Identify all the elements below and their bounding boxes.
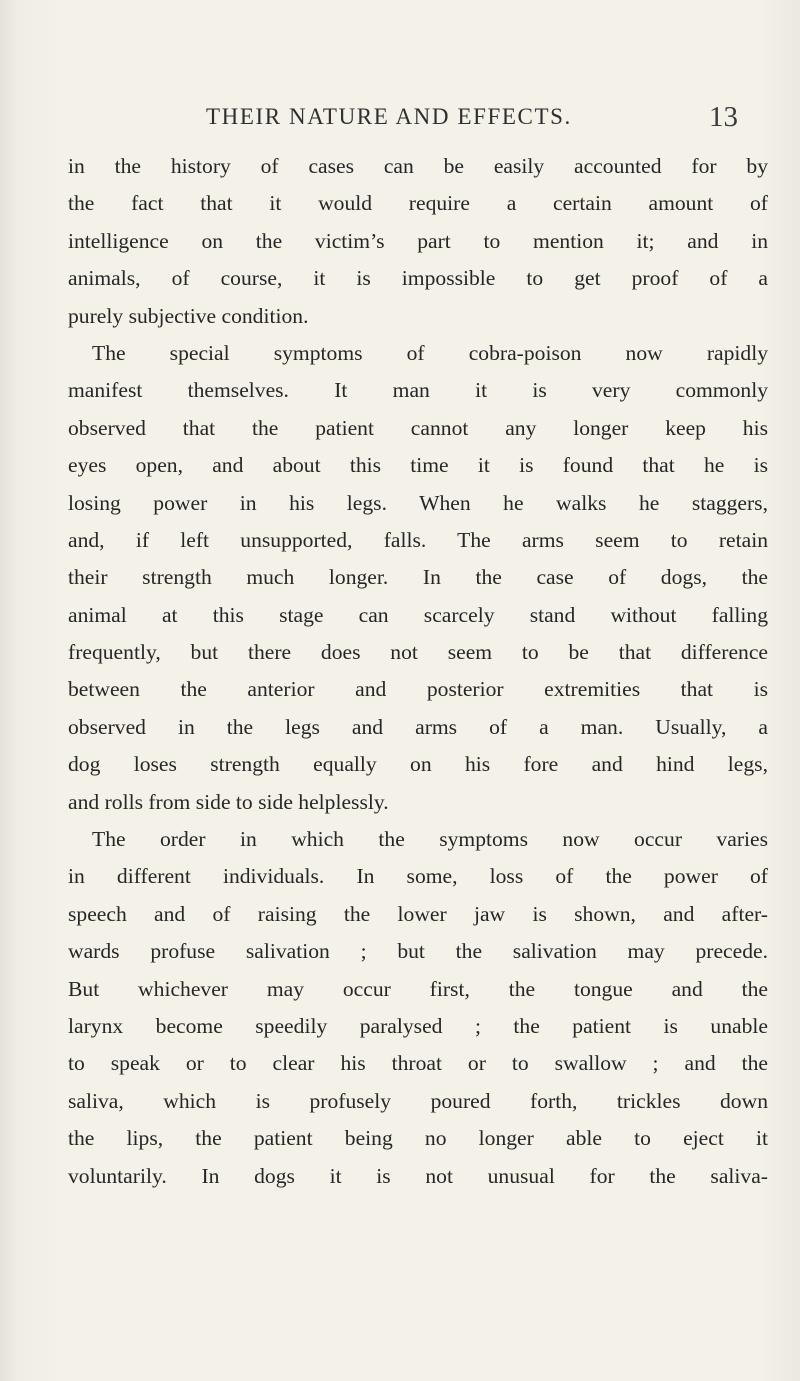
text-line: The special symptoms of cobra-poison now rapidly xyxy=(92,340,768,365)
text-line: intelligence on the victim’s part to mention it; and in xyxy=(68,228,768,253)
text-line: larynx become speedily paralysed ; the patient is unable xyxy=(68,1013,768,1038)
text-line: voluntarily. In dogs it is not unusual for the saliva- xyxy=(68,1163,768,1188)
text-line: wards profuse salivation ; but the salivation may precede. xyxy=(68,939,768,964)
text-line: observed in the legs and arms of a man. Usually, a xyxy=(68,714,768,739)
text-line: and, if left unsupported, falls. The arms seem to retain xyxy=(68,527,768,552)
text-line: purely subjective condition. xyxy=(68,303,309,328)
text-line: eyes open, and about this time it is found that he is xyxy=(68,453,768,478)
text-line: The order in which the symptoms now occur varies xyxy=(92,827,768,852)
text-line: in different individuals. In some, loss of the power of xyxy=(68,864,768,889)
text-line: animals, of course, it is impossible to get proof of a xyxy=(68,266,768,291)
running-head xyxy=(206,101,738,144)
running-title: THEIR NATURE AND EFFECTS. xyxy=(206,104,572,129)
text-line: their strength much longer. In the case of dogs, the xyxy=(68,565,768,590)
text-line: in the history of cases can be easily accounted for by xyxy=(68,154,768,178)
text-line: observed that the patient cannot any longer keep his xyxy=(68,415,768,440)
text-line: the lips, the patient being no longer able to eject it xyxy=(68,1126,768,1151)
text-line: speech and of raising the lower jaw is shown, and after- xyxy=(68,901,768,926)
text-line: saliva, which is profusely poured forth, trickles down xyxy=(68,1088,768,1113)
text-line: frequently, but there does not seem to be that difference xyxy=(68,640,768,665)
text-line: manifest themselves. It man it is very commonly xyxy=(68,378,768,403)
text-line: between the anterior and posterior extremities that is xyxy=(68,677,768,702)
text-line: dog loses strength equally on his fore and hind legs, xyxy=(68,752,768,777)
body-text xyxy=(68,148,768,1195)
text-line: animal at this stage can scarcely stand without falling xyxy=(68,602,768,627)
text-line: But whichever may occur first, the tongue and the xyxy=(68,976,768,1001)
text-line: to speak or to clear his throat or to swallow ; and the xyxy=(68,1051,768,1076)
text-line: and rolls from side to side helplessly. xyxy=(68,789,389,814)
text-line: losing power in his legs. When he walks he staggers, xyxy=(68,490,768,515)
text-line: the fact that it would require a certain amount of xyxy=(68,191,768,216)
page-number: 13 xyxy=(709,101,738,133)
